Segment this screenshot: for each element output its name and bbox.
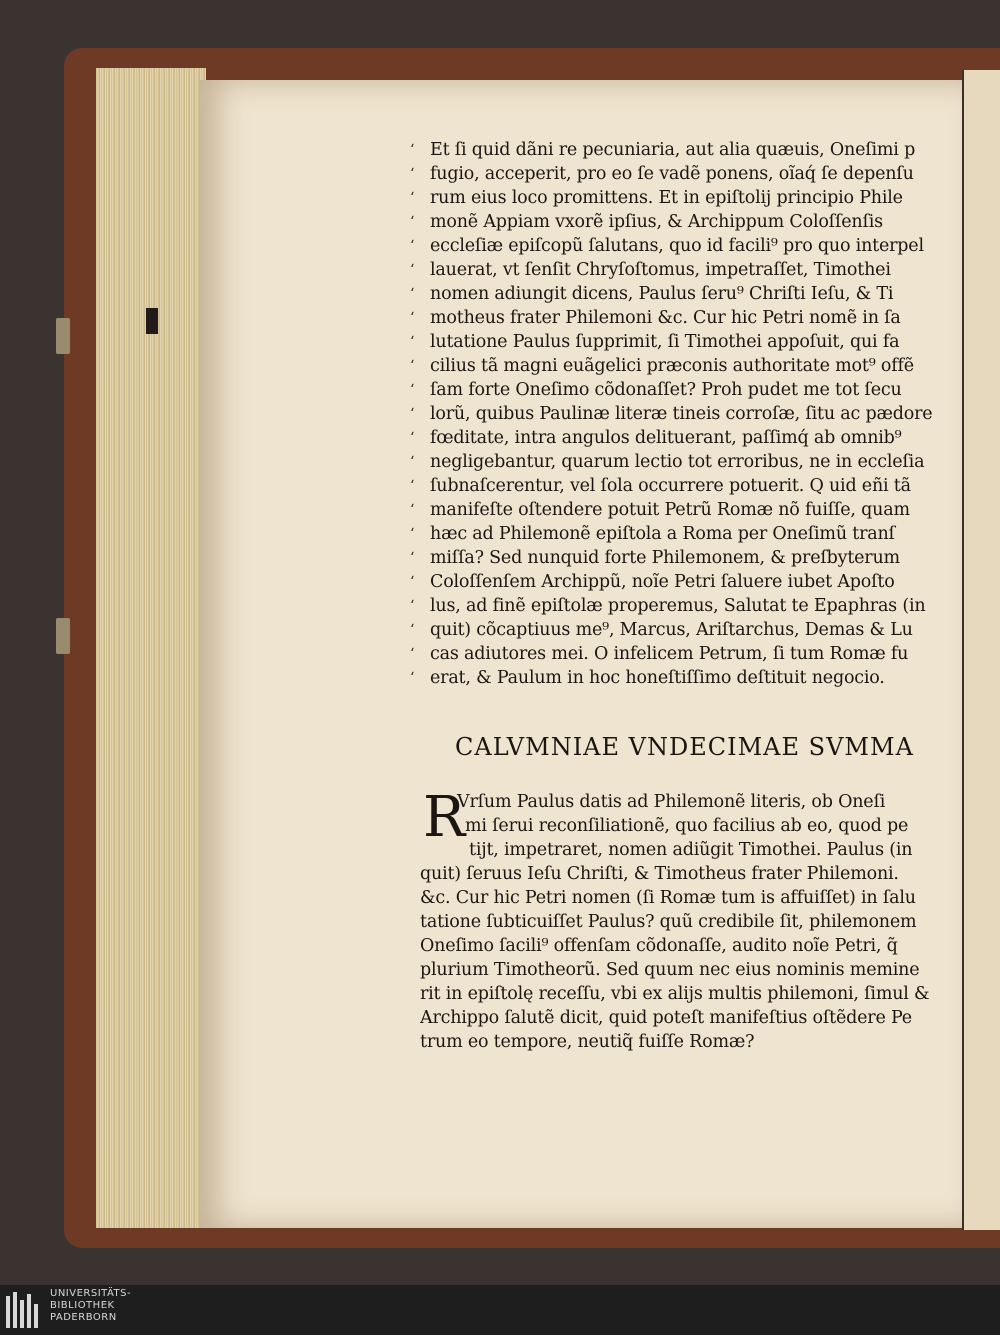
text-line: plurium Timotheorũ. Sed quum nec eius nominis memine (420, 960, 920, 980)
library-name-line: BIBLIOTHEK (50, 1300, 115, 1311)
quote-mark: ‘ (410, 430, 415, 446)
text-line: nomen adiungit dicens, Paulus ſeru⁹ Chriſti Ieſu, & Ti (430, 284, 894, 304)
text-line: Oneſimo ſacili⁹ offenſam cõdonaſſe, audito noĩe Petri, q̃ (420, 936, 898, 956)
section-paragraph (420, 785, 955, 1054)
text-line: trum eo tempore, neutiq̃ fuiſſe Romæ? (420, 1032, 755, 1052)
text-line: lus, ad finẽ epiſtolæ properemus, Salutat te Epaphras (in (430, 596, 926, 616)
text-line: rit in epiſtolę receſſu, vbi ex alijs multis philemoni, ſimul & (420, 984, 930, 1004)
text-line: lutatione Paulus ſupprimit, ſi Timothei appoſuit, qui fa (430, 332, 900, 352)
text-line: miſſa? Sed nunquid forte Philemonem, & preſbyterum (430, 548, 900, 568)
quote-mark: ‘ (410, 166, 415, 182)
text-line: tatione ſubticuiſſet Paulus? quũ credibile ſit, philemonem (420, 912, 917, 932)
text-line: cilius tã magni euãgelici præconis authoritate mot⁹ offẽ (430, 356, 914, 376)
text-line: motheus frater Philemoni &c. Cur hic Petri nomẽ in ſa (430, 308, 901, 328)
text-line: quit) cõcaptiuus me⁹, Marcus, Ariſtarchus, Demas & Lu (430, 620, 913, 640)
quote-mark: ‘ (410, 598, 415, 614)
quote-mark: ‘ (410, 262, 415, 278)
text-line: cas adiutores mei. O infelicem Petrum, ſi tum Romæ fu (430, 644, 909, 664)
text-line: hæc ad Philemonẽ epiſtola a Roma per Oneſimũ tranſ (430, 524, 895, 544)
text-line: rum eius loco promittens. Et in epiſtolij principio Phile (430, 188, 903, 208)
text-line: Et ſi quid dãni re pecuniaria, aut alia quæuis, Oneſimi p (430, 140, 916, 160)
quote-mark: ‘ (410, 478, 415, 494)
text-line: &c. Cur hic Petri nomen (ſi Romæ tum is affuiſſet) in ſalu (420, 888, 916, 908)
quote-mark: ‘ (410, 454, 415, 470)
text-line: fugio, acceperit, pro eo ſe vadẽ ponens, oĩaq́ ſe depenſu (430, 164, 914, 184)
quote-mark: ‘ (410, 214, 415, 230)
quote-mark: ‘ (410, 406, 415, 422)
quote-mark: ‘ (410, 670, 415, 686)
quote-mark: ‘ (410, 334, 415, 350)
quote-mark: ‘ (410, 286, 415, 302)
text-line: ſam forte Oneſimo cõdonaſſet? Proh pudet me tot ſecu (430, 380, 902, 400)
library-name-line: UNIVERSITÄTS- (50, 1288, 132, 1299)
quote-mark: ‘ (410, 358, 415, 374)
text-line: Archippo ſalutẽ dicit, quid poteſt manifeſtius oſtẽdere Pe (420, 1008, 912, 1028)
quote-mark: ‘ (410, 646, 415, 662)
text-line: lorũ, quibus Paulinæ literæ tineis corroſæ, ſitu ac pædore (430, 404, 933, 424)
text-line: Coloſſenſem Archippũ, noĩe Petri ſaluere iubet Apoſto (430, 572, 895, 592)
library-footer (0, 1285, 1000, 1335)
page-edges (96, 68, 206, 1228)
text-line: tijt, impetraret, nomen adiũgit Timothei. Paulus (in (469, 840, 913, 860)
clasp (56, 318, 70, 354)
quote-mark: ‘ (410, 526, 415, 542)
quote-mark: ‘ (410, 502, 415, 518)
text-line: fœditate, intra angulos delituerant, paſſimq́ ab omnib⁹ (430, 428, 902, 448)
text-line: manifeſte oſtendere potuit Petrũ Romæ nõ fuiſſe, quam (430, 500, 910, 520)
body-text (430, 138, 955, 690)
bookmark-tab (146, 308, 158, 334)
drop-cap: R (423, 785, 466, 850)
quote-mark: ‘ (410, 142, 415, 158)
text-line: eccleſiæ epiſcopũ ſalutans, quo id facili⁹ pro quo interpel (430, 236, 924, 256)
quote-mark: ‘ (410, 550, 415, 566)
quote-mark: ‘ (410, 622, 415, 638)
text-line: mi ſerui reconſiliationẽ, quo facilius ab eo, quod pe (465, 816, 909, 836)
quote-mark: ‘ (410, 382, 415, 398)
text-line: Vrſum Paulus datis ad Philemonẽ literis, ob Oneſi (457, 792, 886, 812)
quote-mark: ‘ (410, 574, 415, 590)
library-name-line: PADERBORN (50, 1312, 117, 1323)
library-name (50, 1288, 131, 1324)
right-page-edge (962, 70, 1000, 1230)
clasp (56, 618, 70, 654)
text-line: quit) ſeruus Ieſu Chriſti, & Timotheus frater Philemoni. (420, 864, 899, 884)
quote-mark: ‘ (410, 310, 415, 326)
text-line: erat, & Paulum in hoc honeſtiſſimo deſtituit negocio. (430, 668, 885, 688)
text-line: lauerat, vt ſenſit Chryſoſtomus, impetraſſet, Timothei (430, 260, 891, 280)
quote-mark: ‘ (410, 190, 415, 206)
library-logo-icon (4, 1290, 44, 1332)
section-heading: CALVMNIAE VNDECIMAE SVMMA (455, 733, 914, 761)
quote-mark: ‘ (410, 238, 415, 254)
text-line: ſubnaſcerentur, vel ſola occurrere potuerit. Q uid eñi tã (430, 476, 911, 496)
text-line: monẽ Appiam vxorẽ ipſius, & Archippum Coloſſenſis (430, 212, 883, 232)
text-line: negligebantur, quarum lectio tot erroribus, ne in eccleſia (430, 452, 925, 472)
